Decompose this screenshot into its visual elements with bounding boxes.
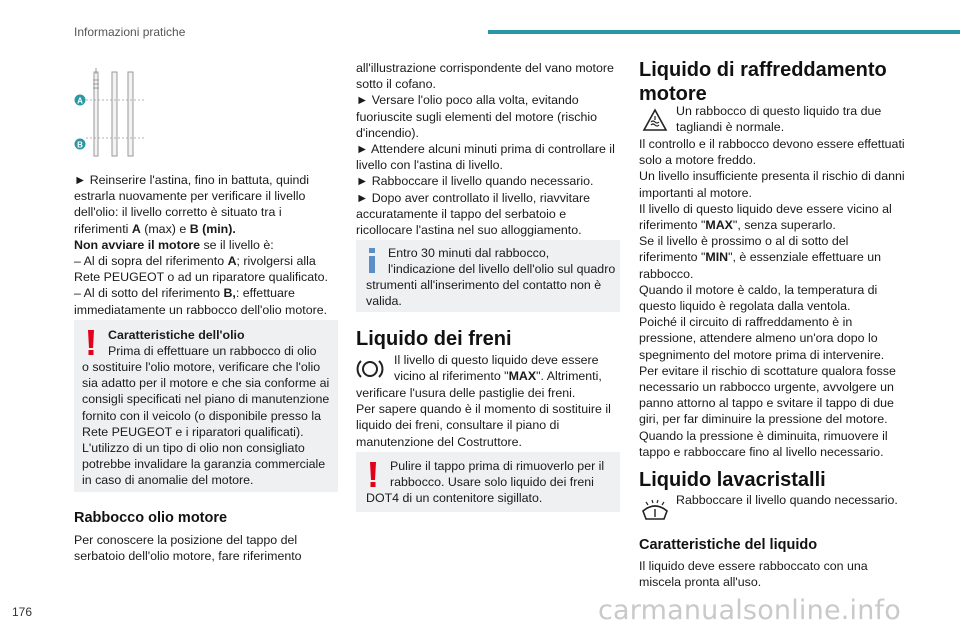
info-text-line-2: l'indicazione del livello dell'olio sul quadro — [388, 262, 616, 277]
brake-text-top — [394, 352, 624, 384]
coolant-hazard-icon — [642, 108, 668, 132]
brake-text-bottom — [356, 385, 620, 450]
coolant-min-level: Se il livello è prossimo o al di sotto del riferimento "MIN", è essenziale effettuare un rabbocco. — [639, 234, 882, 281]
coolant-low-risk: Un livello insufficiente presenta il rischio di danni importanti al motore. — [639, 169, 905, 200]
info-text-rest: strumenti all'inserimento del contatto non è valida. — [366, 278, 602, 309]
heading-brake-fluid: Liquido dei freni — [356, 328, 512, 350]
brake-warning-callout — [356, 452, 620, 512]
brake-warning-line-1: Pulire il tappo prima di rimuoverlo per il — [390, 459, 605, 473]
paragraph-pour: ► Versare l'olio poco alla volta, evitando fuoriuscite sugli elementi del motore (rischio d'incendio). — [356, 93, 598, 140]
info-callout — [356, 240, 620, 312]
callout-text-first: Prima di effettuare un rabbocco di olio — [108, 344, 317, 359]
info-text-line-1: Entro 30 minuti dal rabbocco, — [388, 246, 550, 260]
brake-text-line-2: vicino al riferimento "MAX". Altrimenti, — [394, 369, 602, 384]
warning-exclamation-icon — [86, 330, 96, 356]
callout-text-warranty: L'utilizzo di un tipo di olio non consigliato potrebbe invalidare la garanzia commerciale in caso di anomalie del motore. — [82, 441, 326, 488]
dipstick-figure — [74, 66, 154, 162]
heading-coolant-line-2: motore — [639, 83, 707, 105]
coolant-refill: Quando la pressione è diminuita, rimuovere il tappo e rabboccare fino al livello necessario. — [639, 428, 888, 459]
coolant-pressure: Poiché il circuito di raffreddamento è in pressione, attendere almeno un'ora dopo lo spegnimento del motore prima di intervenire. — [639, 315, 885, 362]
paragraph-above-a: – Al di sopra del riferimento A; rivolgersi alla Rete PEUGEOT o ad un riparatore qualificato. — [74, 254, 328, 285]
coolant-max-level: Il livello di questo liquido deve essere vicino al riferimento "MAX", senza superarlo. — [639, 201, 892, 233]
washer-mix: Il liquido deve essere rabboccato con una miscela pronta all'uso. — [639, 559, 868, 590]
brake-text-pads: verificare l'usura delle pastiglie dei freni. — [356, 386, 576, 400]
page-number: 176 — [12, 605, 33, 619]
washer-topup: Rabboccare il livello quando necessario. — [676, 493, 898, 507]
marker-b-label: B — [77, 140, 83, 150]
left-column — [74, 172, 338, 318]
running-header-title: Informazioni pratiche — [74, 25, 186, 39]
coolant-cold-check: Il controllo e il rabbocco devono essere effettuati solo a motore freddo. — [639, 137, 905, 168]
coolant-intro — [676, 103, 916, 135]
brake-text-replace: Per sapere quando è il momento di sostituire il liquido dei freni, consultare il piano di manutenzione del Costruttore. — [356, 402, 611, 449]
paragraph-topup: ► Rabboccare il livello quando necessario. — [356, 174, 594, 189]
heading-washer-fluid: Liquido lavacristalli — [639, 469, 826, 491]
info-icon — [368, 248, 376, 274]
brake-text-line-1: Il livello di questo liquido deve essere — [394, 353, 599, 367]
brake-warning-line-3: DOT4 di un contenitore sigillato. — [366, 491, 543, 505]
watermark: carmanualsonline.info — [598, 595, 901, 626]
heading-fluid-characteristics: Caratteristiche del liquido — [639, 537, 818, 553]
header-accent-bar — [488, 30, 960, 34]
coolant-intro-line-2: tagliandi è normale. — [676, 120, 785, 135]
heading-coolant-line-1: Liquido di raffreddamento — [639, 59, 887, 81]
paragraph-screw-cap: ► Dopo aver controllato il livello, riavvitare accuratamente il tappo del serbatoio e ricollocare l'astina nel suo alloggiamento. — [356, 190, 591, 238]
callout-text-compat: o sostituire l'olio motore, verificare che l'olio sia adatto per il motore e che sia conforme ai consigli specificati nel piano di manutenzione fornito con il veicolo (o disponibile presso la Rete PEUGEOT e i riparatori qualificati). — [82, 360, 330, 439]
oil-characteristics-callout — [74, 320, 338, 492]
coolant-fan: Quando il motore è caldo, la temperatura di questo liquido è regolata dalla ventola. — [639, 282, 878, 314]
paragraph-reinsert: ► Reinserire l'astina, fino in battuta, quindi estrarla nuovamente per verificare il livello dell'olio: il livello corretto è situato tra i riferimenti A (max) e B (min). — [74, 173, 310, 236]
info-callout-lines — [388, 245, 616, 277]
paragraph-do-not-start: Non avviare il motore se il livello è: — [74, 237, 274, 252]
middle-column — [356, 60, 622, 238]
brake-warning-line-2: rabbocco. Usare solo liquido dei freni — [390, 475, 594, 490]
callout-title-block — [108, 327, 334, 359]
coolant-intro-line-1: Un rabbocco di questo liquido tra due — [676, 104, 882, 118]
coolant-burn-risk: Per evitare il rischio di scottature qualora fosse necessario un rabbocco urgente, avvolgere un panno attorno al tappo e svitare il tappo di due giri, per far diminuire la pressione del motore. — [639, 363, 896, 427]
paragraph-below-b: – Al di sotto del riferimento B,: effettuare immediatamente un rabbocco dell'olio motore. — [74, 286, 328, 317]
paragraph-oil-cap-location: Per conoscere la posizione del tappo del serbatoio dell'olio motore, fare riferimento — [74, 533, 302, 564]
heading-coolant — [639, 58, 939, 106]
marker-a-label: A — [77, 96, 83, 106]
brake-fluid-icon — [356, 357, 384, 381]
paragraph-illustration: all'illustrazione corrispondente del vano motore sotto il cofano. — [356, 61, 614, 92]
coolant-body — [639, 136, 909, 460]
warning-exclamation-icon — [368, 462, 378, 488]
brake-warning-lines — [390, 458, 616, 490]
paragraph-wait: ► Attendere alcuni minuti prima di controllare il livello con l'astina di livello. — [356, 142, 615, 173]
heading-oil-topup: Rabbocco olio motore — [74, 510, 228, 526]
callout-title: Caratteristiche dell'olio — [108, 328, 245, 342]
washer-fluid-icon — [640, 497, 670, 523]
callout-body — [82, 359, 334, 489]
